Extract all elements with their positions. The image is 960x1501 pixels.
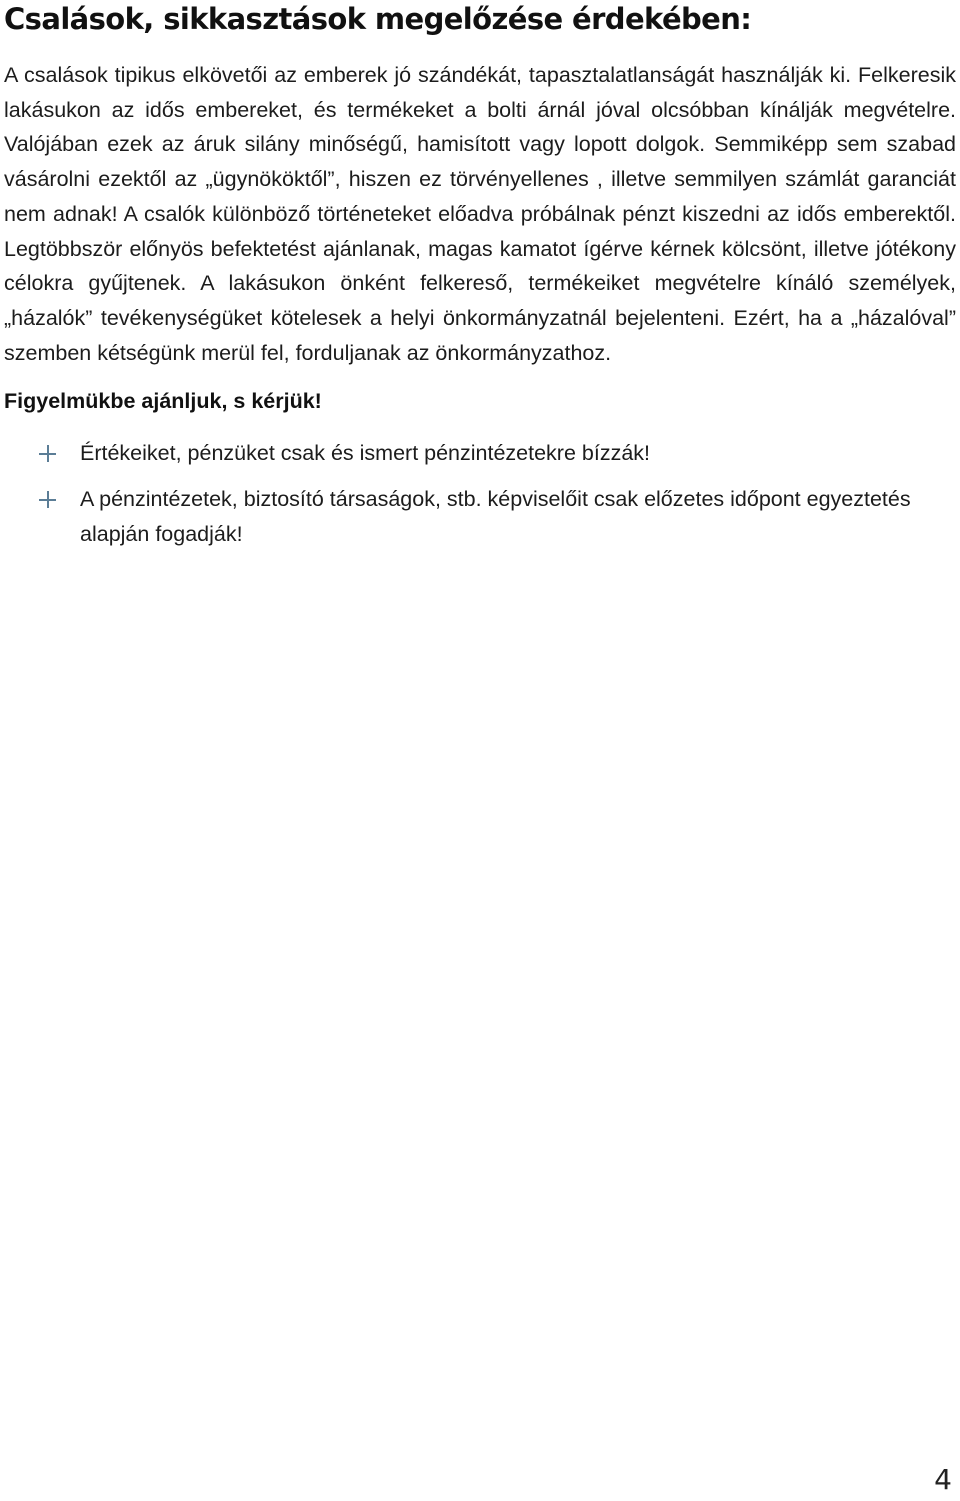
- list-item-text: A pénzintézetek, biztosító társaságok, stb. képviselőit csak előzetes időpont egyeztetés alapján fogadják!: [80, 487, 911, 546]
- list-item: [4, 436, 956, 471]
- list-item: [4, 482, 956, 551]
- list-item-text: Értékeiket, pénzüket csak és ismert pénzintézetekre bízzák!: [80, 441, 651, 466]
- plus-icon: [39, 491, 56, 508]
- page-number: 4: [934, 1463, 952, 1496]
- page-title: Csalások, sikkasztások megelőzése érdekében:: [4, 2, 752, 36]
- document-page: [4, 0, 956, 562]
- bullet-list: [4, 436, 956, 551]
- emphasis-heading: Figyelmükbe ajánljuk, s kérjük!: [4, 389, 322, 414]
- plus-icon: [39, 445, 56, 462]
- body-paragraph: A csalások tipikus elkövetői az emberek jó szándékát, tapasztalatlanságát használják ki. Felkeresik lakásukon az idős embereket, és termékeket a bolti árnál jóval olcsóbban kínálják megvételre. Valójában ezek az áruk silány minőségű, hamisított vagy lopott dolgok. Semmiképp sem szabad vásárolni ezektől az „ügynököktől”, hiszen ez törvényellenes , illetve semmilyen számlát garanciát nem adnak! A csalók különböző történeteket előadva próbálnak pénzt kiszedni az idős emberektől. Legtöbbször előnyös befektetést ajánlanak, magas kamatot ígérve kérnek kölcsönt, illetve jótékony célokra gyűjtenek. A lakásukon önként felkereső, termékeiket megvételre kínáló személyek, „házalók” tevékenységüket kötelesek a helyi önkormányzatnál bejelenteni. Ezért, ha a „házalóval” szemben kétségünk merül fel, forduljanak az önkormányzathoz.: [4, 63, 956, 365]
